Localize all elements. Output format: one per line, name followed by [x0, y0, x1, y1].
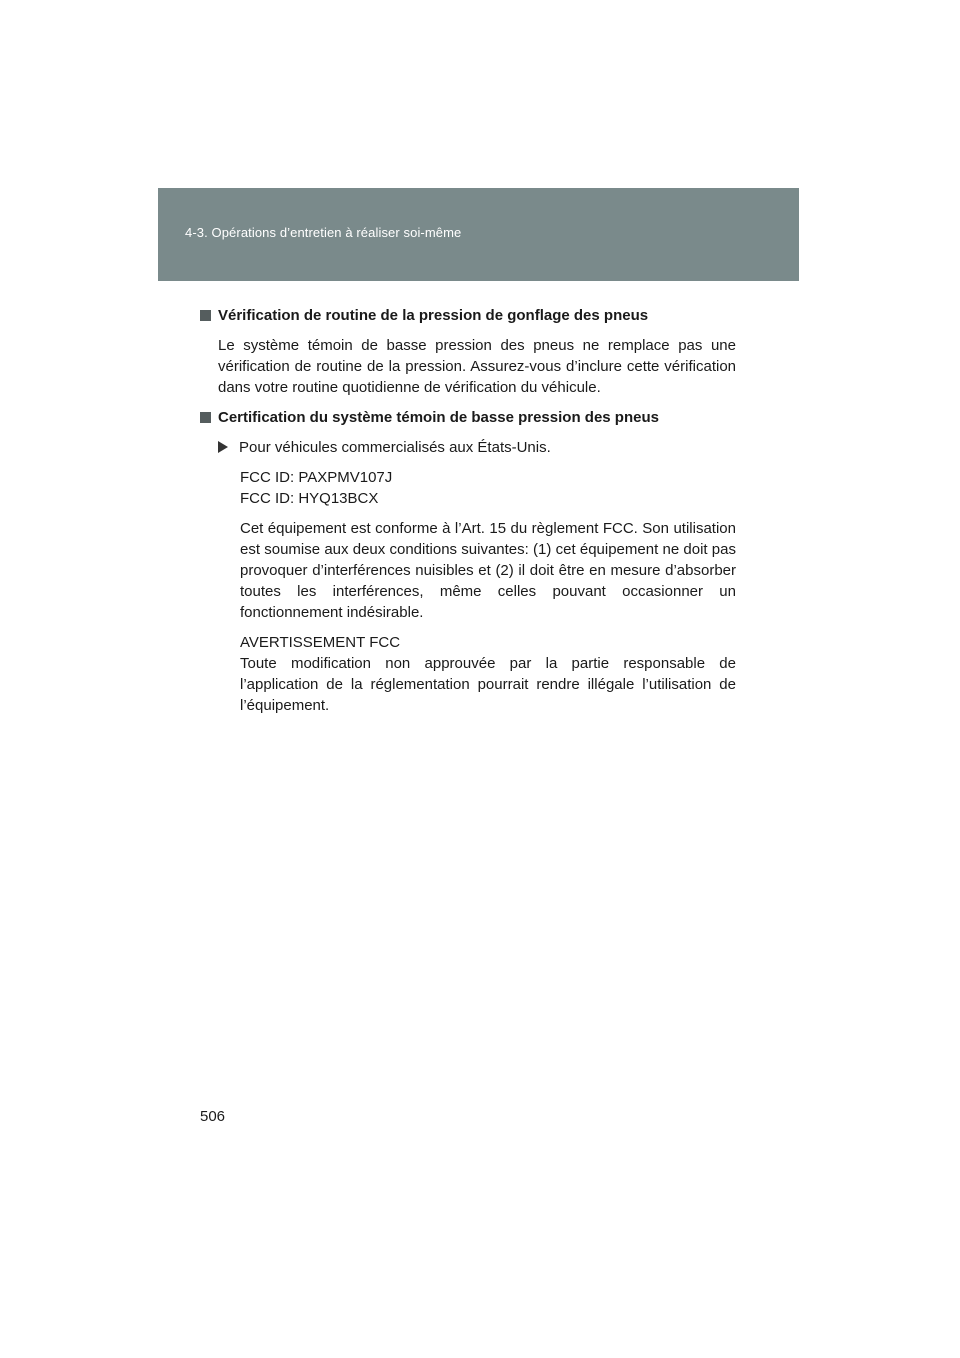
bullet-text: Pour véhicules commercialisés aux États-Unis.	[239, 439, 551, 456]
warning-paragraph: Toute modification non approuvée par la partie responsable de l’application de la réglementation pourrait rendre illégale l’utilisation de l’équipement.	[240, 655, 736, 714]
breadcrumb: 4-3. Opérations d’entretien à réaliser soi-même	[185, 225, 462, 240]
page-content	[200, 306, 736, 716]
section-title-routine	[200, 306, 736, 326]
routine-paragraph: Le système témoin de basse pression des pneus ne remplace pas une vérification de routine de la pression. Assurez-vous d’inclure cette vérification dans votre routine quotidienne de vérification du véhicule.	[218, 337, 736, 396]
page-number: 506	[200, 1108, 226, 1125]
bullet-item	[200, 437, 736, 458]
triangle-bullet-icon	[218, 441, 228, 453]
section-title-text: Certification du système témoin de basse pression des pneus	[218, 409, 659, 426]
warning-title: AVERTISSEMENT FCC	[240, 634, 401, 651]
chapter-header	[158, 188, 799, 281]
square-bullet-icon	[200, 412, 211, 423]
fcc-id-2: FCC ID: HYQ13BCX	[240, 490, 379, 507]
compliance-paragraph: Cet équipement est conforme à l’Art. 15 du règlement FCC. Son utilisation est soumise aux deux conditions suivantes: (1) cet équipement ne doit pas provoquer d’interférences nuisibles et (2) il doit être en mesure d’absorber toutes les interférences, même celles pouvant occasionner un fonctionnement indésirable.	[240, 520, 736, 621]
square-bullet-icon	[200, 310, 211, 321]
section-title-certification	[200, 408, 736, 428]
fcc-id-1: FCC ID: PAXPMV107J	[240, 469, 393, 486]
section-title-text: Vérification de routine de la pression de gonflage des pneus	[218, 307, 649, 324]
